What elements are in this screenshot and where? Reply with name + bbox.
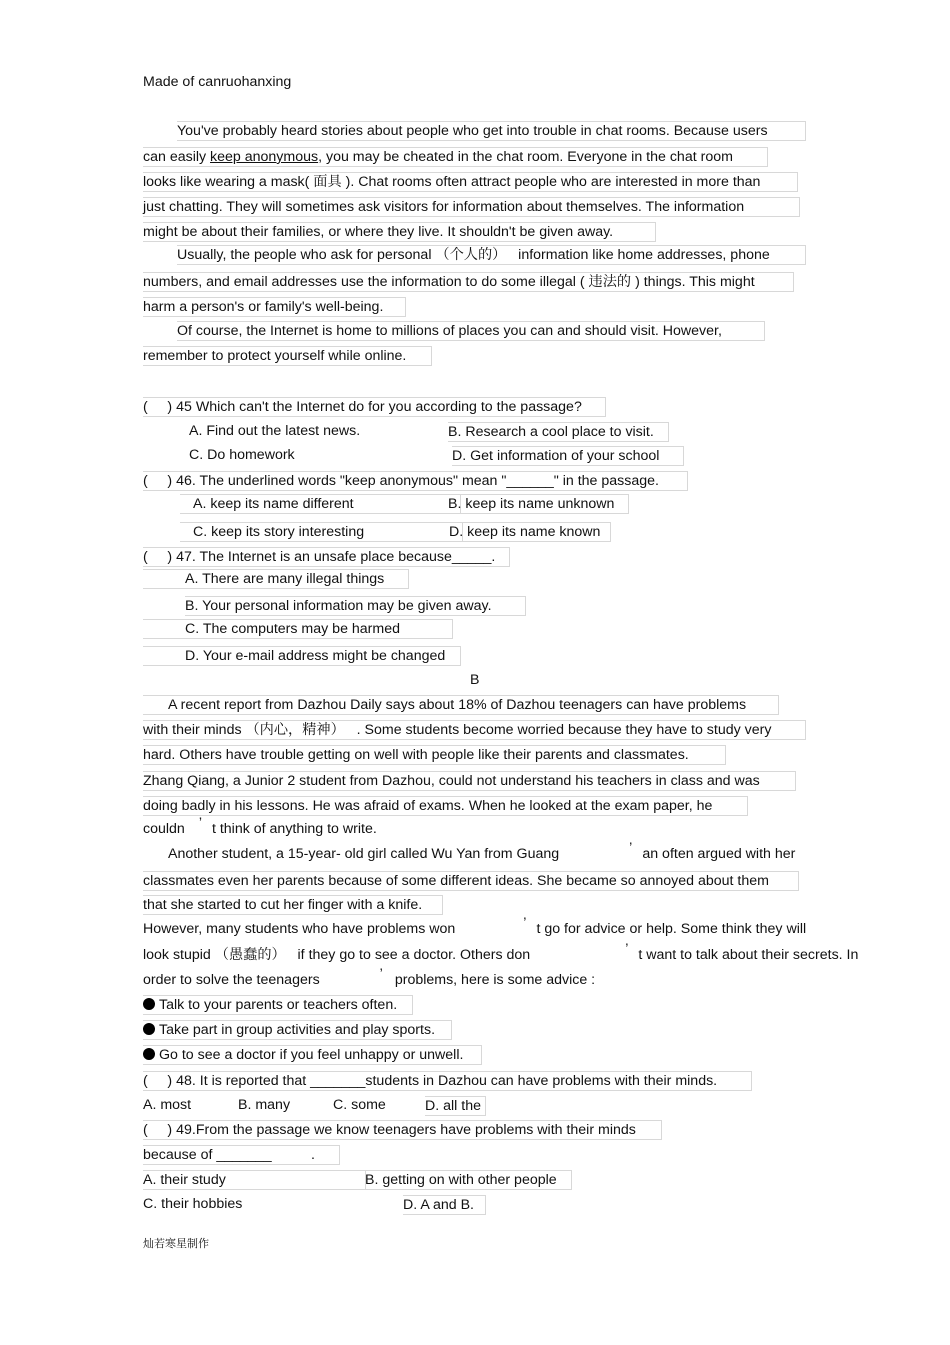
passage-a-line-8: harm a person's or family's well-being.	[143, 297, 406, 317]
q49-option-d: D. A and B.	[403, 1195, 486, 1215]
passage-a-line-9: Of course, the Internet is home to millions of places you can and should visit. However,	[177, 321, 765, 341]
bullet-icon	[143, 1048, 155, 1060]
passage-a-line-1: You've probably heard stories about people who get into trouble in chat rooms. Because users	[177, 121, 806, 141]
passage-a-line-6: Usually, the people who ask for personal （个人的） information like home addresses, phone	[177, 245, 806, 265]
q49-option-a: A. their study	[143, 1170, 366, 1190]
question-46: ( ) 46. The underlined words "keep anonymous" mean "______" in the passage.	[143, 471, 688, 491]
passage-a-line-5: might be about their families, or where they live. It shouldn't be given away.	[143, 222, 656, 242]
q47-option-b: B. Your personal information may be given away.	[185, 596, 526, 616]
passage-b-line-3: hard. Others have trouble getting on well with people like their parents and classmates.	[143, 745, 726, 765]
q49-option-c: C. their hobbies	[143, 1196, 243, 1212]
passage-b-line-12: order to solve the teenagers ’ problems, here is some advice :	[143, 966, 596, 988]
passage-a-line-2: can easily keep anonymous, you may be cheated in the chat room. Everyone in the chat room	[143, 147, 768, 167]
passage-a-line-3: looks like wearing a mask( 面具 ). Chat rooms often attract people who are interested in more than	[143, 172, 798, 192]
q45-option-a: A. Find out the latest news.	[189, 423, 361, 439]
q48-option-c: C. some	[333, 1097, 386, 1113]
q45-option-d: D. Get information of your school	[452, 446, 684, 466]
advice-item-2: Take part in group activities and play sports.	[143, 1020, 452, 1040]
q46-option-c: C. keep its story interesting	[180, 522, 463, 542]
q48-option-a: A. most	[143, 1097, 192, 1113]
q46-option-d: D. keep its name known	[449, 522, 611, 542]
passage-a-line-4: just chatting. They will sometimes ask visitors for information about themselves. The information	[143, 197, 800, 217]
q45-option-c: C. Do homework	[189, 447, 295, 463]
section-b-label: B	[470, 672, 480, 688]
question-47: ( ) 47. The Internet is an unsafe place because_____.	[143, 547, 510, 567]
passage-b-line-11: look stupid （愚蠢的） if they go to see a doctor. Others don ’ t want to talk about their secrets. In	[143, 941, 859, 963]
q47-option-d: D. Your e-mail address might be changed	[143, 646, 461, 666]
passage-b-line-4: Zhang Qiang, a Junior 2 student from Dazhou, could not understand his teachers in class and was	[143, 771, 796, 791]
q47-option-a: A. There are many illegal things	[143, 569, 409, 589]
q46-option-a: A. keep its name different	[180, 494, 461, 514]
q46-option-b: B. keep its name unknown	[448, 494, 629, 514]
q47-option-c: C. The computers may be harmed	[143, 619, 453, 639]
q45-option-b: B. Research a cool place to visit.	[448, 422, 669, 442]
bullet-icon	[143, 998, 155, 1010]
passage-b-line-10: However, many students who have problems won ’ t go for advice or help. Some think they will	[143, 915, 807, 937]
q48-option-b: B. many	[238, 1097, 291, 1113]
advice-item-1: Talk to your parents or teachers often.	[143, 995, 413, 1015]
passage-b-line-9: that she started to cut her finger with a knife.	[143, 895, 443, 915]
passage-b-line-8: classmates even her parents because of some different ideas. She became so annoyed about them	[143, 871, 799, 891]
passage-b-line-5: doing badly in his lessons. He was afraid of exams. When he looked at the exam paper, he	[143, 796, 748, 816]
question-48: ( ) 48. It is reported that _______students in Dazhou can have problems with their minds.	[143, 1071, 752, 1091]
passage-a-line-7: numbers, and email addresses use the information to do some illegal ( 违法的 ) things. This might	[143, 272, 794, 292]
keep-anonymous-underlined: keep anonymous	[210, 149, 319, 165]
q49-option-b: B. getting on with other people	[365, 1170, 572, 1190]
passage-b-line-2: with their minds （内心，精神） . Some students become worried because they have to study very	[143, 720, 806, 740]
passage-b-line-6: couldn ’ t think of anything to write.	[143, 815, 377, 837]
passage-b-line-7: Another student, a 15-year- old girl called Wu Yan from Guang ’ an often argued with her	[168, 840, 796, 862]
q48-option-d: D. all the	[425, 1096, 486, 1116]
header-text: Made of canruohanxing	[143, 74, 292, 90]
question-49-line-2: because of _______ .	[143, 1145, 340, 1165]
passage-b-line-1: A recent report from Dazhou Daily says about 18% of Dazhou teenagers can have problems	[143, 695, 779, 715]
question-45: ( ) 45 Which can't the Internet do for you according to the passage?	[143, 397, 606, 417]
advice-item-3: Go to see a doctor if you feel unhappy or unwell.	[143, 1045, 482, 1065]
question-49: ( ) 49.From the passage we know teenagers have problems with their minds	[143, 1120, 662, 1140]
footer-text: 灿若寒星制作	[143, 1237, 209, 1250]
passage-a-line-10: remember to protect yourself while online.	[143, 346, 432, 366]
bullet-icon	[143, 1023, 155, 1035]
